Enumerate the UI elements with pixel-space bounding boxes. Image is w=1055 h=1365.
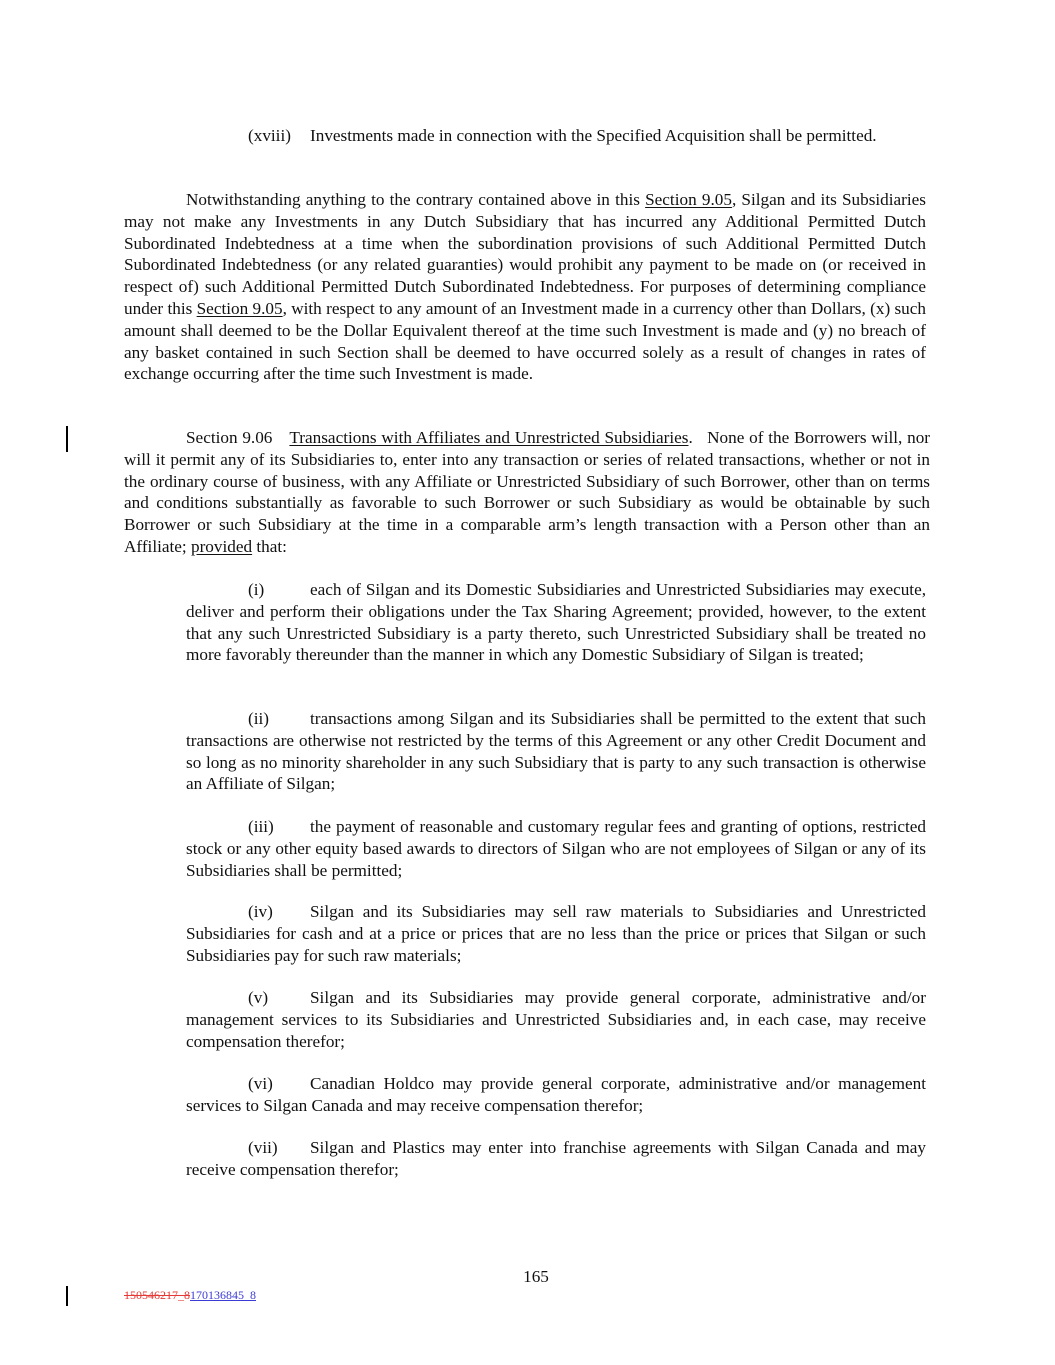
notwithstanding-paragraph: Notwithstanding anything to the contrary contained above in this Section 9.05, Silgan and its Subsidiaries may not make any Investments in any Dutch Subsidiary that has incurred any Additional Permitted Dutch Subordinated Indebtedness at a time when the subordination provisions of such Additional Permitted Dutch Subordinated Indebtedness (or any related guaranties) would prohibit any payment to be made on (or received in respect of) such Additional Permitted Dutch Subordinated Indebtedness. For purposes of determining compliance under this Section 9.05, with respect to any amount of an Investment made in a currency other than Dollars, (x) such amount shall deemed to be the Dollar Equivalent thereof at the time such Investment is made and (y) no breach of any basket contained in such Section shall be deemed to have occurred solely as a result of changes in rates of exchange occurring after the time such Investment is made. (124, 190, 926, 384)
change-bar (66, 426, 68, 452)
item-number: (vi) (248, 1074, 273, 1093)
list-item (186, 708, 926, 795)
item-text: Canadian Holdco may provide general corporate, administrative and/or management services to Silgan Canada and may receive compensation therefor; (186, 1074, 926, 1115)
document-id (124, 1288, 256, 1303)
item-text: Investments made in connection with the Specified Acquisition shall be permitted. (310, 126, 877, 145)
section-906-paragraph: Section 9.06 Transactions with Affiliates and Unrestricted Subsidiaries. None of the Borrowers will, nor will it permit any of its Subsidiaries to, enter into any transaction or series of related transactions, whether or not in the ordinary course of business, with any Affiliate or Unrestricted Subsidiary of such Borrower, other than on terms and conditions substantially as favorable to such Borrower or such Subsidiary as would be obtainable by such Borrower or such Subsidiary at the time in a comparable arm’s length transaction with a Person other than an Affiliate; provided that: (124, 428, 931, 556)
item-text: transactions among Silgan and its Subsidiaries shall be permitted to the extent that such transactions are otherwise not restricted by the terms of this Agreement or any other Credit Document and so long as no minority shareholder in any such Subsidiary that is party to any such transaction is otherwise an Affiliate of Silgan; (186, 709, 926, 794)
list-item (186, 1137, 926, 1181)
change-bar (66, 1286, 68, 1306)
item-number: (iv) (248, 902, 273, 921)
item-number: (iii) (248, 817, 274, 836)
item-text: the payment of reasonable and customary regular fees and granting of options, restricted stock or any other equity based awards to directors of Silgan who are not employees of Silgan or any of its Subsidiaries shall be permitted; (186, 817, 926, 880)
item-text: Silgan and its Subsidiaries may sell raw materials to Subsidiaries and Unrestricted Subsidiaries for cash and at a price or prices that are no less than the price or prices that Silgan or such Subsidiaries pay for such raw materials; (186, 902, 926, 965)
list-item (186, 579, 926, 666)
list-item (186, 901, 926, 966)
item-number: (i) (248, 580, 265, 599)
list-item (186, 1073, 926, 1117)
item-xviii-paragraph (186, 125, 926, 147)
section-reference: Section 9.05 (196, 298, 283, 318)
section-heading: Transactions with Affiliates and Unrestricted Subsidiaries (289, 428, 689, 447)
list-item (186, 816, 926, 881)
inserted-doc-id: 170136845_8 (190, 1288, 256, 1302)
item-text: Silgan and Plastics may enter into franchise agreements with Silgan Canada and may receive compensation therefor; (186, 1138, 926, 1179)
provided-term: provided (190, 536, 253, 556)
list-item (186, 987, 926, 1052)
page-number: 165 (523, 1267, 549, 1286)
section-label: Section 9.06 (186, 428, 273, 447)
deleted-doc-id: 150546217_8 (124, 1288, 190, 1302)
item-number: (v) (248, 988, 269, 1007)
item-text: Silgan and its Subsidiaries may provide general corporate, administrative and/or management services to its Subsidiaries and Unrestricted Subsidiaries and, in each case, may receive compensation therefor; (186, 988, 926, 1051)
item-number: (ii) (248, 709, 269, 728)
section-reference: Section 9.05 (645, 190, 732, 209)
item-text: each of Silgan and its Domestic Subsidiaries and Unrestricted Subsidiaries may execute, deliver and perform their obligations under the Tax Sharing Agreement; provided, however, to the extent that any such Unrestricted Subsidiary is a party thereto, such Unrestricted Subsidiary shall be treated no more favorably thereunder than the manner in which any Domestic Subsidiary of Silgan is treated; (186, 580, 926, 665)
item-number: (xviii) (248, 126, 291, 145)
item-number: (vii) (248, 1138, 278, 1157)
